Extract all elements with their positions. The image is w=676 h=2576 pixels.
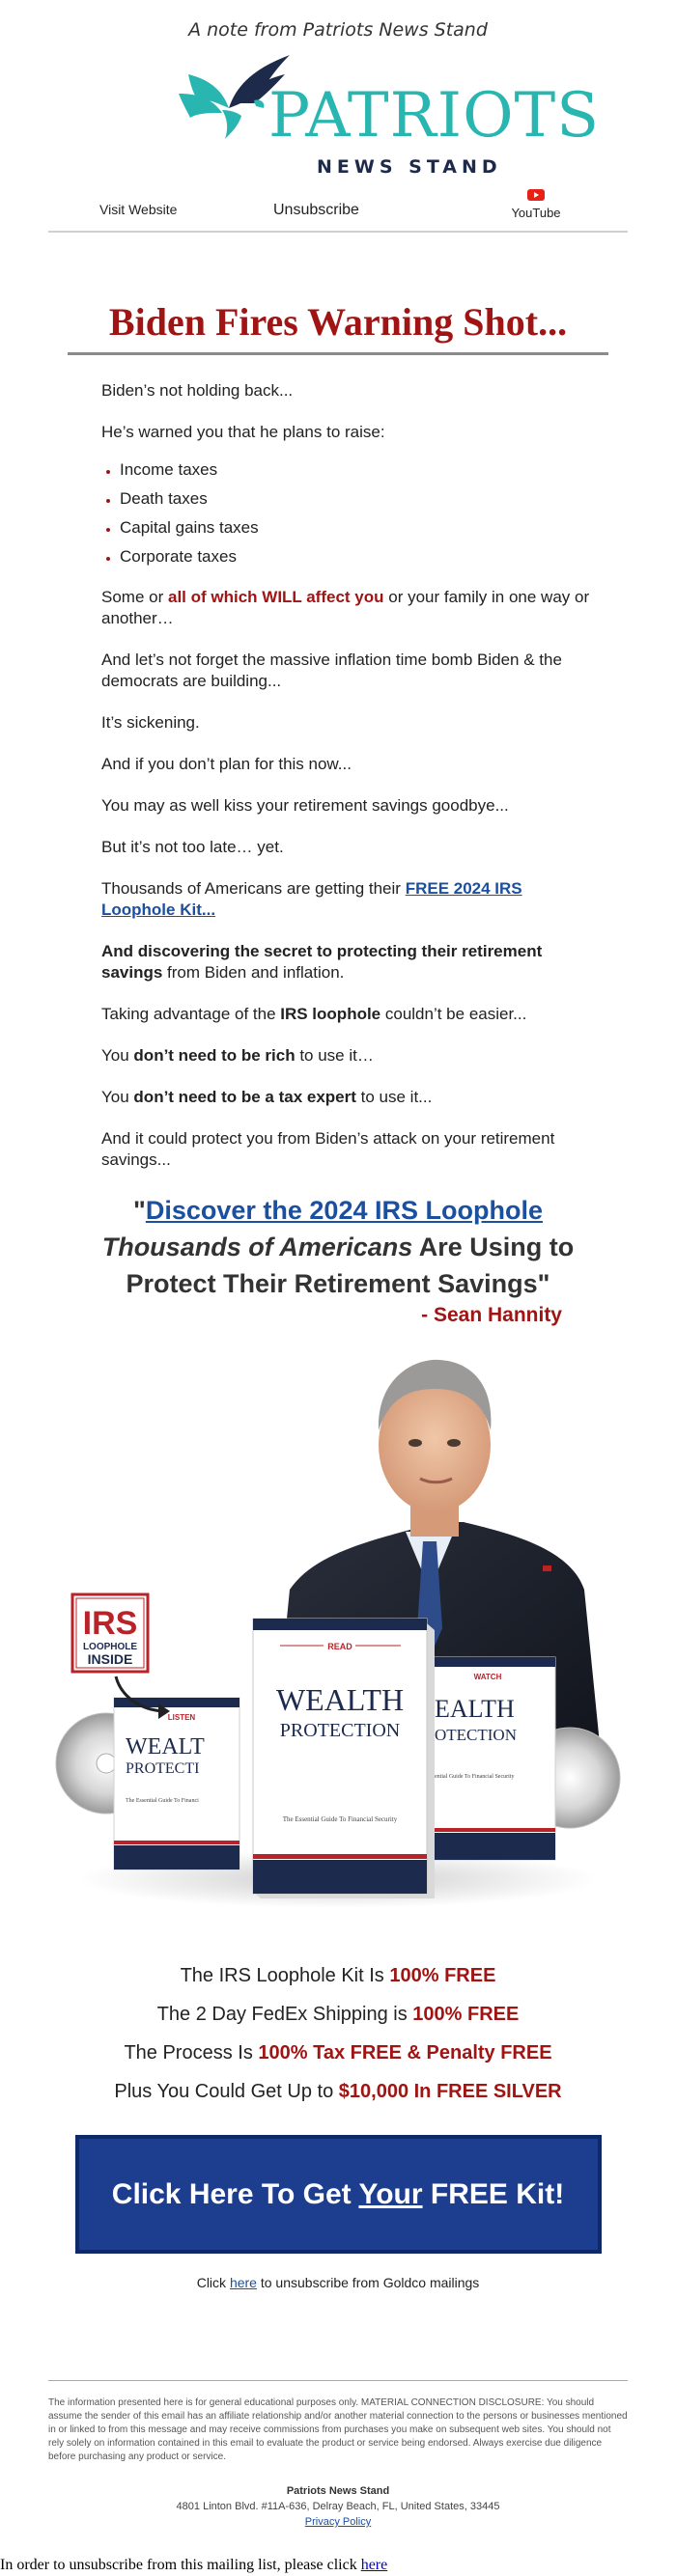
paragraph: But it’s not too late… yet. bbox=[101, 838, 284, 856]
wealth-kit-image bbox=[48, 1339, 628, 1937]
watch-case bbox=[430, 1657, 555, 1860]
listen-tag: LISTEN bbox=[167, 1713, 196, 1722]
irs-badge-title: IRS bbox=[82, 1605, 138, 1642]
patriots-logo[interactable] bbox=[48, 44, 628, 178]
paragraph: Biden’s not holding back... bbox=[101, 381, 294, 400]
offer-line: Plus You Could Get Up to $10,000 In FREE SILVER bbox=[114, 2081, 562, 2102]
paragraph: Some or all of which WILL affect you or your family in one way or another… bbox=[101, 588, 590, 627]
listen-subtitle: PROTECTI bbox=[126, 1760, 200, 1777]
emphasis-red: all of which WILL affect you bbox=[167, 588, 384, 606]
discover-loophole-link[interactable]: Discover the 2024 IRS Loophole bbox=[145, 1196, 543, 1225]
footer-divider bbox=[48, 2380, 628, 2381]
book-title: WEALTH bbox=[275, 1682, 405, 1717]
mailing-list-unsubscribe-link[interactable]: here bbox=[360, 2557, 388, 2573]
list-item: • Capital gains taxes bbox=[120, 517, 597, 539]
privacy-policy-link[interactable]: Privacy Policy bbox=[304, 2516, 372, 2528]
tax-list bbox=[101, 459, 597, 568]
irs-badge-line2: LOOPHOLE bbox=[82, 1642, 138, 1652]
hero-image[interactable] bbox=[48, 1339, 628, 1937]
book-subtitle: PROTECTION bbox=[279, 1720, 401, 1741]
book-tagline: The Essential Guide To Financial Security bbox=[282, 1815, 398, 1823]
paragraph: You don’t need to be rich to use it… bbox=[101, 1046, 374, 1065]
headline: Biden Fires Warning Shot... bbox=[108, 300, 568, 344]
visit-website-link[interactable]: Visit Website bbox=[99, 202, 178, 217]
paragraph: Taking advantage of the IRS loophole couldn’t be easier... bbox=[101, 1005, 527, 1023]
offer-list bbox=[48, 1964, 628, 2104]
paragraph: You may as well kiss your retirement savings goodbye... bbox=[101, 796, 509, 815]
list-item: • Death taxes bbox=[120, 488, 597, 510]
brand-subtitle: NEWS STAND bbox=[317, 156, 502, 178]
paragraph: And it could protect you from Biden’s attack on your retirement savings... bbox=[101, 1129, 555, 1169]
offer-line: The 2 Day FedEx Shipping is 100% FREE bbox=[156, 2004, 520, 2025]
header-nav bbox=[48, 182, 628, 233]
watch-title: EALTH bbox=[435, 1695, 515, 1723]
youtube-label: YouTube bbox=[511, 206, 561, 220]
listen-title: WEALT bbox=[126, 1734, 205, 1759]
paragraph: It’s sickening. bbox=[101, 713, 200, 732]
paragraph: Thousands of Americans are getting their FREE 2024 IRS Loophole Kit... bbox=[101, 879, 522, 919]
get-free-kit-button[interactable]: Click Here To Get Your FREE Kit! bbox=[75, 2135, 602, 2254]
header-note: A note from Patriots News Stand bbox=[188, 19, 488, 41]
paragraph: And if you don’t plan for this now... bbox=[101, 755, 352, 773]
email-body bbox=[48, 355, 628, 1171]
list-item: • Income taxes bbox=[120, 459, 597, 481]
read-book bbox=[253, 1619, 435, 1898]
quote-author: - Sean Hannity bbox=[421, 1304, 562, 1326]
disclaimer: The information presented here is for general educational purposes only. MATERIAL CONNECTION DISCLOSURE: You should assume the sender of this email has an affiliate relationship and/or another material connection to the persons or businesses mentioned in or linked to from this message and may receive commissions from purchases you make on subsequent web sites. You should not rely solely on information contained in this email to evaluate the product or service being endorsed. Always exercise due diligence before purchasing any product or service. bbox=[48, 2397, 628, 2462]
watch-tag: WATCH bbox=[473, 1673, 502, 1681]
unsubscribe-link[interactable]: Unsubscribe bbox=[273, 202, 359, 218]
irs-badge-line3: INSIDE bbox=[87, 1651, 133, 1667]
list-item: • Corporate taxes bbox=[120, 546, 597, 568]
goldco-unsubscribe: Click here to unsubscribe from Goldco mailings bbox=[196, 2275, 480, 2290]
paragraph: And discovering the secret to protecting their retirement savings from Biden and inflation. bbox=[101, 942, 543, 982]
listen-tagline: The Essential Guide To Financi bbox=[126, 1798, 199, 1804]
youtube-icon bbox=[527, 189, 545, 201]
paragraph: You don’t need to be a tax expert to use it... bbox=[101, 1088, 433, 1106]
offer-line: The IRS Loophole Kit Is 100% FREE bbox=[180, 1965, 496, 1986]
mailing-list-unsubscribe: In order to unsubscribe from this mailing list, please click here bbox=[0, 2557, 388, 2573]
watch-tagline: ential Guide To Financial Security bbox=[435, 1774, 515, 1780]
brand-name: PATRIOTS bbox=[268, 80, 601, 152]
paragraph: He’s warned you that he plans to raise: bbox=[101, 423, 385, 441]
free-kit-link[interactable]: FREE 2024 IRS Loophole Kit... bbox=[101, 879, 522, 919]
youtube-link[interactable] bbox=[507, 188, 565, 220]
hannity-quote: "Discover the 2024 IRS Loophole Thousands of Americans Are Using to Protect Their Retirement Savings" bbox=[101, 1196, 575, 1298]
read-tag: READ bbox=[327, 1642, 352, 1651]
watch-subtitle: OTECTION bbox=[435, 1726, 517, 1744]
paragraph: And let’s not forget the massive inflation time bomb Biden & the democrats are building... bbox=[101, 651, 562, 690]
footer-company: Patriots News Stand bbox=[286, 2485, 390, 2497]
goldco-unsubscribe-link[interactable]: here bbox=[229, 2275, 257, 2290]
listen-case bbox=[114, 1698, 239, 1870]
footer bbox=[48, 2483, 628, 2530]
offer-line: The Process Is 100% Tax FREE & Penalty FREE bbox=[124, 2042, 552, 2064]
footer-address: 4801 Linton Blvd. #11A-636, Delray Beach, FL, United States, 33445 bbox=[176, 2501, 500, 2512]
